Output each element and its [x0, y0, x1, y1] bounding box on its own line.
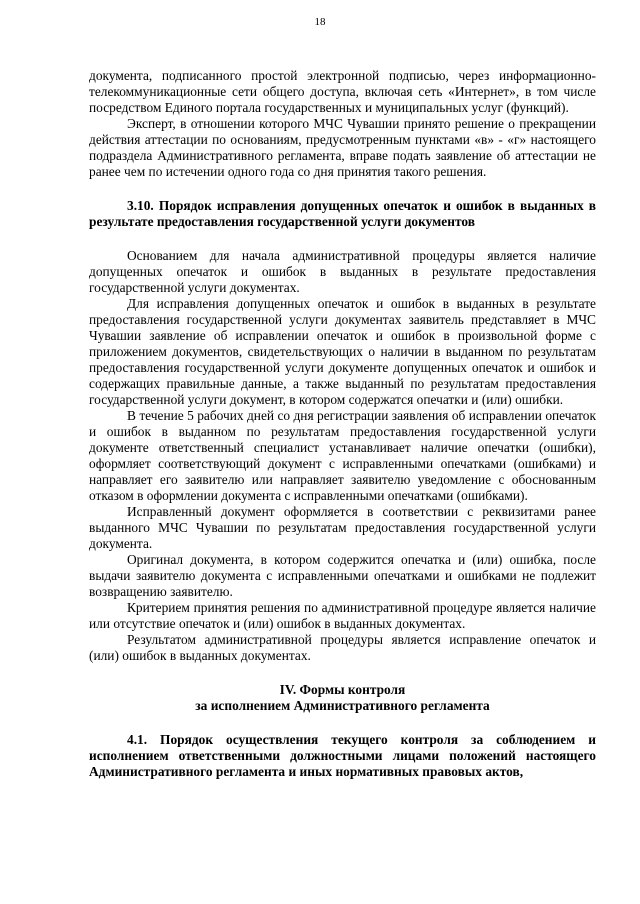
paragraph: Для исправления допущенных опечаток и ошибок в выданных в результате предоставления государственной услуги документах заявитель представляет в МЧС Чувашии заявление об исправлении опечаток и ошибок в произвольной форме с приложением документов, свидетельствующих о наличии в выданном по результатам предоставления государственной услуги документе допущенных опечаток и ошибок и содержащих правильные данные, а также выданный по результатам предоставления государственной услуги документ, в котором содержатся опечатки и (или) ошибки. [89, 296, 596, 407]
section-title-IV: IV. Формы контроля [279, 682, 406, 697]
paragraph: Эксперт, в отношении которого МЧС Чувашии принято решение о прекращении действия аттестации по основаниям, предусмотренным пунктами «в» - «г» настоящего подраздела Административного регламента, вправе подать заявление об аттестации не ранее чем по истечении одного года со дня принятия такого решения. [89, 116, 596, 179]
paragraph: В течение 5 рабочих дней со дня регистрации заявления об исправлении опечаток и ошибок в выданном по результатам предоставления государственной услуги документе ответственный специалист устанавливает наличие опечатки (ошибки), оформляет соответствующий документ с исправленными опечатками (ошибками) и направляет его заявителю или направляет заявителю уведомление с обоснованным отказом в оформлении документа с исправленными опечатками (ошибками). [89, 408, 596, 503]
section-subtitle-IV: за исполнением Административного регламента [195, 698, 490, 713]
paragraph: Критерием принятия решения по административной процедуре является наличие или отсутствие опечаток и (или) ошибок в выданных документах. [89, 600, 596, 631]
paragraph: документа, подписанного простой электронной подписью, через информационно-телекоммуникационные сети общего доступа, включая сеть «Интернет», в том числе посредством Единого портала государственных и муниципальных услуг (функций). [89, 68, 596, 115]
page-number: 18 [314, 16, 326, 28]
paragraph: Оригинал документа, в котором содержится опечатка и (или) ошибка, после выдачи заявителю документа с исправленными опечатками и ошибками не подлежит возвращению заявителю. [89, 552, 596, 599]
paragraph: Основанием для начала административной процедуры является наличие допущенных опечаток и ошибок в выданных в результате предоставления государственной услуги документах. [89, 248, 596, 295]
page-content [89, 68, 596, 780]
section-heading-3-10: 3.10. Порядок исправления допущенных опечаток и ошибок в выданных в результате предоставления государственной услуги документов [89, 198, 596, 229]
paragraph: Исправленный документ оформляется в соответствии с реквизитами ранее выданного МЧС Чувашии по результатам предоставления государственной услуги документа. [89, 504, 596, 551]
paragraph: Результатом административной процедуры является исправление опечаток и (или) ошибок в выданных документах. [89, 632, 596, 663]
section-heading-4-1: 4.1. Порядок осуществления текущего контроля за соблюдением и исполнением ответственными должностными лицами положений настоящего Административного регламента и иных нормативных правовых актов, [89, 732, 596, 779]
